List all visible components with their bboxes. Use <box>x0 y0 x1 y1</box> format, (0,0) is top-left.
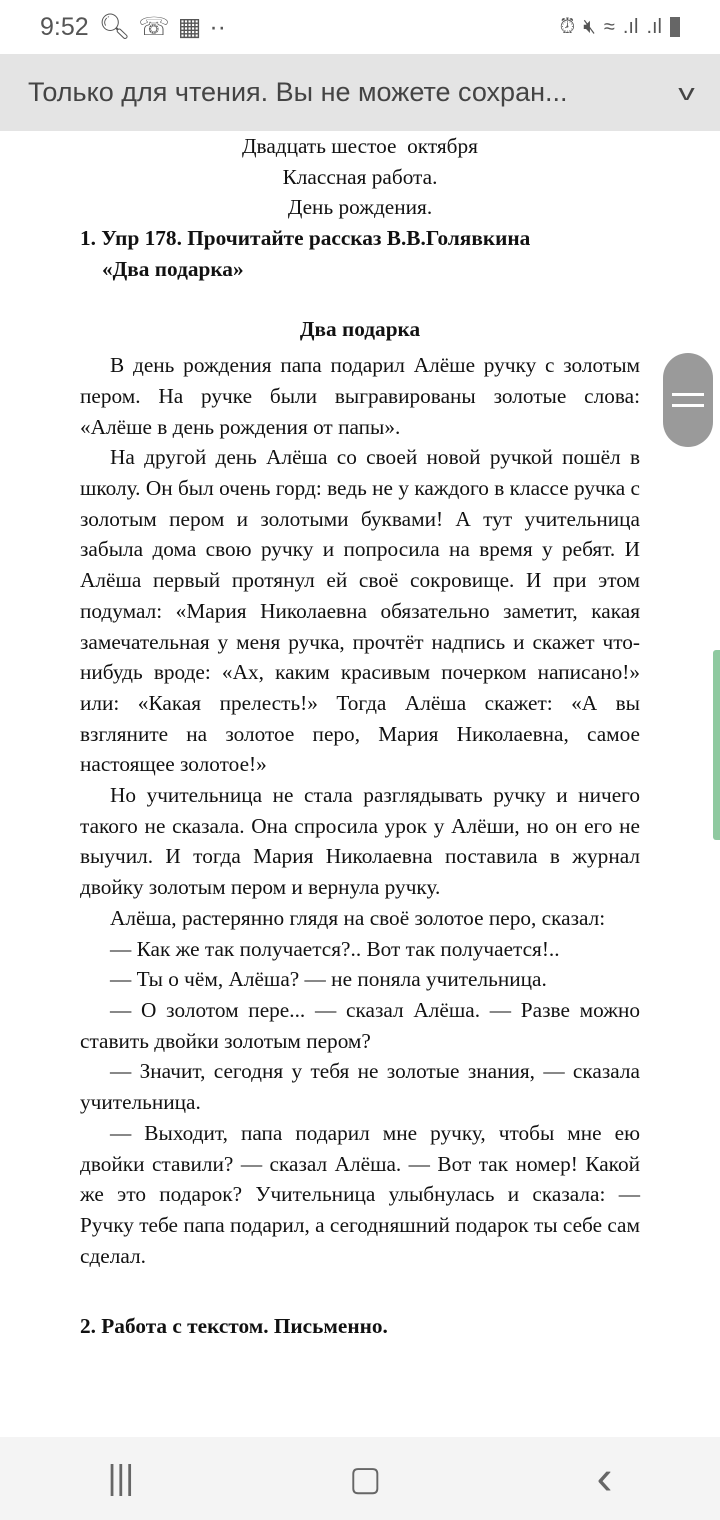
paragraph: — Выходит, папа подарил мне ручку, чтобы мне ею двойки ставили? — сказал Алёша. — Вот так номер! Какой же это подарок? Учительница улыбнулась и сказала: — Ручку тебе папа подарил, а сегодняшний подарок ты себе сам сделал. <box>80 1120 640 1268</box>
scroll-handle[interactable] <box>663 353 713 447</box>
alarm-icon: ⏰︎ <box>559 15 576 38</box>
paragraph: Но учительница не стала разглядывать ручку и ничего такого не сказала. Она спросила урок у Алёши, но он его не выучил. И тогда Мария Николаевна поставила в журнал двойку золотым пером и вернула ручку. <box>80 783 640 900</box>
app-notification-icon: ▦ <box>177 13 202 41</box>
work-line: Классная работа. <box>282 164 438 189</box>
task-2-heading: 2. Работа с текстом. Письменно. <box>80 1314 388 1339</box>
paragraph: — О золотом пере... — сказал Алёша. — Разве можно ставить двойки золотым пером? <box>80 997 640 1053</box>
search-icon: 🔍︎ <box>98 12 131 41</box>
paragraph: — Как же так получается?.. Вот так получается!.. <box>110 936 560 961</box>
chevron-down-icon[interactable]: v <box>678 79 695 105</box>
signal-icon: .ıl <box>622 15 639 38</box>
handle-line-icon <box>672 393 704 396</box>
recent-apps-button[interactable]: ||| <box>107 1459 135 1497</box>
paragraph: — Ты о чём, Алёша? — не поняла учительница. <box>110 967 547 992</box>
paragraph: — Значит, сегодня у тебя не золотые знания, — сказала учительница. <box>80 1059 640 1115</box>
back-button[interactable]: ‹ <box>596 1452 613 1505</box>
paragraph: На другой день Алёша со своей новой ручкой пошёл в школу. Он был очень горд: ведь не у каждого в классе ручка с золотым пером и золотыми буквами! А тут учительница забыла дома свою ручку и попросила на время у ребят. И Алёша первый протянул ей своё сокровище. И при этом подумал: «Мария Николаевна обязательно заметит, какая замечательная у меня ручка, прочтёт надпись и скажет что-нибудь вроде: «Ах, каким красивым почерком написано!» или: «Какая прелесть!» Тогда Алёша скажет: «А вы взгляните на золотое перо, Мария Николаевна, самое настоящее золотое!» <box>80 445 640 777</box>
date-line: Двадцать шестое октября <box>242 134 478 158</box>
status-bar <box>0 0 720 54</box>
battery-icon <box>670 17 680 37</box>
edge-panel-handle[interactable] <box>713 650 720 840</box>
story-title: Два подарка <box>299 316 421 341</box>
paragraph: Алёша, растерянно глядя на своё золотое перо, сказал: <box>110 905 606 930</box>
signal-icon-2: .ıl <box>646 15 662 38</box>
mute-icon: 🔇︎ <box>583 15 596 38</box>
topic-line: День рождения. <box>287 195 433 220</box>
more-notifications-icon: ·· <box>209 12 226 41</box>
phone-call-icon: ☏ <box>138 13 170 41</box>
task-1-heading: 1. Упр 178. Прочитайте рассказ В.В.Голявкина <box>80 226 531 251</box>
document-content <box>80 131 640 1342</box>
paragraph: В день рождения папа подарил Алёше ручку с золотым пером. На ручке были выгравированы золотые слова: «Алёше в день рождения от папы». <box>80 353 640 439</box>
wifi-icon: ≈ <box>603 15 615 38</box>
clock: 9:52 <box>40 12 89 41</box>
navigation-bar <box>0 1437 720 1520</box>
read-only-banner[interactable] <box>0 54 720 131</box>
home-button[interactable]: ▢ <box>349 1459 382 1498</box>
banner-text: Только для чтения. Вы не можете сохран... <box>28 77 568 107</box>
task-1-story-name: «Два подарка» <box>102 256 244 281</box>
handle-line-icon <box>672 404 704 407</box>
